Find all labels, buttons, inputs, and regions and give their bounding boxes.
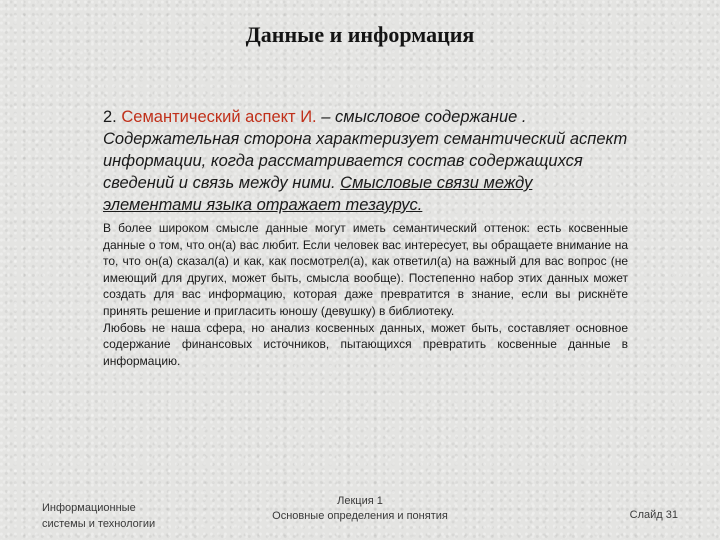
body-paragraph-1: В более широком смысле данные могут иметь семантический оттенок: есть косвенные данные о том, что он(а) вас любит. Если человек вас интересует, вы обращаете внимание на то, что он(а) сказал(а) и как, как посмотрел(а), как ответил(а) на важный для вас вопрос (не имеющий для других, может быть, смысла вообще). Постепенно набор этих данных может создать для вас информацию, которая даже превратится в знание, если вы рискнёте принять решение и пригласить юношу (девушку) в библиотеку.: [103, 221, 628, 318]
footer-lecture-number: Лекция 1: [337, 495, 383, 507]
slide-content: [103, 106, 628, 369]
item-number: 2.: [103, 108, 117, 126]
aspect-label: Семантический аспект И.: [121, 108, 317, 126]
footer-course-line-1: Информационные: [42, 502, 136, 514]
footer-course-line-2: системы и технологии: [42, 518, 156, 530]
slide-title: Данные и информация: [245, 22, 475, 47]
footer-lecture-topic: Основные определения и понятия: [272, 510, 448, 522]
body-paragraph-2: Любовь не наша сфера, но анализ косвенных данных, может быть, составляет основное содержание финансовых источников, пытающихся превратить косвенные данные в информацию.: [103, 320, 628, 368]
semantic-aspect-paragraph: [103, 106, 628, 216]
thesaurus-statement: Смысловые связи между элементами языка отражает тезаурус.: [103, 174, 533, 214]
footer-course-title: [42, 500, 182, 532]
footer-lecture: [230, 494, 490, 524]
slide-number: Слайд 31: [629, 509, 678, 521]
aspect-description: – смысловое содержание . Содержательная сторона характеризует семантический аспект информации, когда рассматривается состав содержащихся сведений и связь между ними.: [103, 108, 628, 192]
